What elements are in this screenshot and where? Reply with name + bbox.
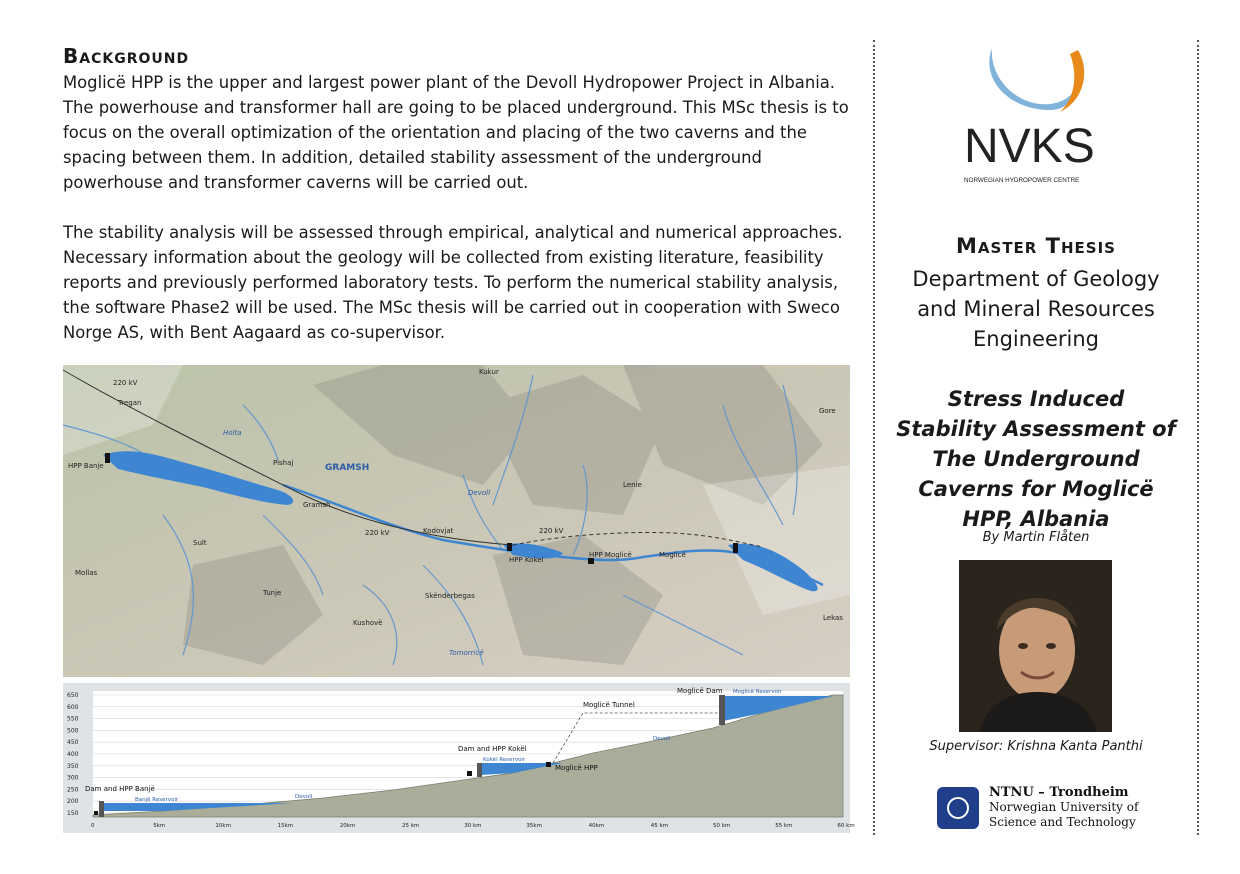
- profile-label-dam-banje: Dam and HPP Banjë: [85, 785, 155, 793]
- ntnu-logo-icon: [937, 787, 979, 829]
- map-label-holta: Holta: [223, 429, 242, 437]
- profile-y-tick: 200: [67, 798, 79, 806]
- profile-x-tick: 50 km: [713, 823, 731, 829]
- map-label-pishaj: Pishaj: [273, 459, 294, 467]
- thesis-title: Stress Induced Stability Assessment of The Underground Caverns for Moglicë HPP, Albania: [896, 387, 1176, 531]
- map-label-gore: Gore: [819, 407, 836, 415]
- profile-x-tick: 60 km: [837, 823, 855, 829]
- profile-label-devoll-2: Devoll: [653, 736, 671, 742]
- map-label-tunje: Tunje: [263, 589, 282, 597]
- author-photo: [959, 560, 1112, 732]
- department: Department of Geology and Mineral Resources Engineering: [912, 267, 1160, 351]
- map-label-lenie: Lenie: [623, 481, 642, 489]
- background-section: [63, 44, 863, 345]
- profile-x-tick: 45 km: [650, 823, 669, 829]
- profile-label-devoll-1: Devoll: [295, 794, 313, 800]
- divider-right: [1197, 40, 1199, 835]
- ntnu-name: NTNU – Trondheim: [989, 785, 1129, 800]
- profile-label-moglice-dam: Moglicë Dam: [677, 687, 723, 695]
- profile-x-tick: 30 km: [464, 823, 482, 829]
- map-label-tregan: Tregan: [118, 399, 142, 407]
- profile-y-tick: 150: [67, 810, 79, 817]
- map-label-hpp-banje: HPP Banje: [68, 462, 104, 470]
- background-paragraph-2: The stability analysis will be assessed through empirical, analytical and numerical approaches. Necessary information about the geology will be collected from existing literature, feasibility reports and previously performed laboratory tests. To perform the numerical stability analysis, the software Phase2 will be used. The MSc thesis will be carried out in cooperation with Sweco Norge AS, with Bent Aagaard as co-supervisor.: [63, 223, 843, 342]
- map-label-kukur: Kukur: [479, 368, 499, 376]
- map-label-gramsh: Gramsh: [303, 501, 331, 509]
- profile-y-tick: 650: [67, 692, 79, 699]
- ntnu-line-1: Norwegian University of: [989, 800, 1139, 814]
- profile-y-tick: 250: [67, 786, 79, 794]
- profile-y-tick: 500: [67, 727, 79, 735]
- profile-x-tick: 55 km: [775, 823, 793, 829]
- profile-x-tick: 15km: [277, 823, 294, 829]
- map-label-hpp-moglice: HPP Moglicë: [589, 551, 632, 559]
- profile-x-tick: 35km: [526, 823, 542, 829]
- profile-y-tick: 550: [67, 715, 79, 723]
- logo-name: NVKS: [964, 120, 1095, 173]
- background-paragraph-1: Moglicë HPP is the upper and largest power plant of the Devoll Hydropower Project in Albania. The powerhouse and transformer hall are going to be placed underground. This MSc thesis is to focus on the overall optimization of the orientation and placing of the two caverns and the spacing between them. In addition, detailed stability assessment of the underground powerhouse and transformer caverns will be carried out.: [63, 73, 849, 192]
- profile-x-tick: 10km: [215, 823, 231, 829]
- background-heading: Background: [63, 44, 190, 68]
- map-label-220kv-2: 220 kV: [365, 529, 390, 537]
- profile-x-tick: 0: [91, 823, 95, 829]
- map-label-220kv-3: 220 kV: [539, 527, 564, 535]
- profile-y-tick: 300: [67, 774, 79, 782]
- profile-label-dam-kokel: Dam and HPP Kokël: [458, 745, 527, 753]
- author: By Martin Flåten: [982, 530, 1090, 545]
- profile-x-tick: 40km: [588, 823, 605, 829]
- profile-x-tick: 5km: [153, 823, 166, 829]
- profile-x-tick: 20km: [339, 823, 356, 829]
- map-label-gramsh-region: GRAMSH: [325, 463, 370, 473]
- map-label-moglice: Moglicë: [659, 551, 686, 559]
- project-map: [63, 365, 850, 677]
- logo-subtitle: NORWEGIAN HYDROPOWER CENTRE: [964, 177, 1080, 184]
- map-label-220kv-1: 220 kV: [113, 379, 138, 387]
- profile-label-moglice-tunnel: Moglicë Tunnel: [583, 701, 635, 709]
- profile-x-tick: 25 km: [402, 823, 420, 829]
- profile-label-banje-reservoir: Banjë Reservoir: [135, 797, 179, 803]
- map-label-kodovjat: Kodovjat: [423, 527, 454, 535]
- supervisor: Supervisor: Krishna Kanta Panthi: [929, 739, 1143, 754]
- profile-label-moglice-reservoir: Moglicë Reservoir: [733, 689, 782, 695]
- profile-y-tick: 400: [67, 751, 79, 758]
- ntnu-block: [937, 785, 1187, 835]
- profile-y-tick: 350: [67, 762, 79, 770]
- map-label-hpp-kokel: HPP Kokel: [509, 556, 544, 564]
- profile-y-tick: 600: [67, 703, 79, 711]
- map-label-lekas: Lekas: [823, 614, 843, 622]
- divider-left: [873, 40, 875, 835]
- profile-y-tick: 450: [67, 739, 79, 747]
- profile-label-moglice-hpp: Moglicë HPP: [555, 764, 598, 772]
- map-label-tomorrice: Tomorricë: [449, 649, 484, 657]
- master-thesis-heading: Master Thesis: [956, 234, 1116, 258]
- map-label-sult: Sult: [193, 539, 207, 547]
- map-label-mollas: Mollas: [75, 569, 98, 577]
- profile-label-kokel-reservoir: Kokël Reservoir: [483, 757, 526, 763]
- ntnu-line-2: Science and Technology: [989, 815, 1136, 829]
- map-label-kushove: Kushovë: [353, 619, 383, 627]
- map-label-devoll: Devoll: [468, 489, 491, 497]
- nvks-logo: [960, 40, 1110, 190]
- map-label-skenderbegas: Skënderbegas: [425, 592, 475, 600]
- longitudinal-profile: [63, 683, 855, 833]
